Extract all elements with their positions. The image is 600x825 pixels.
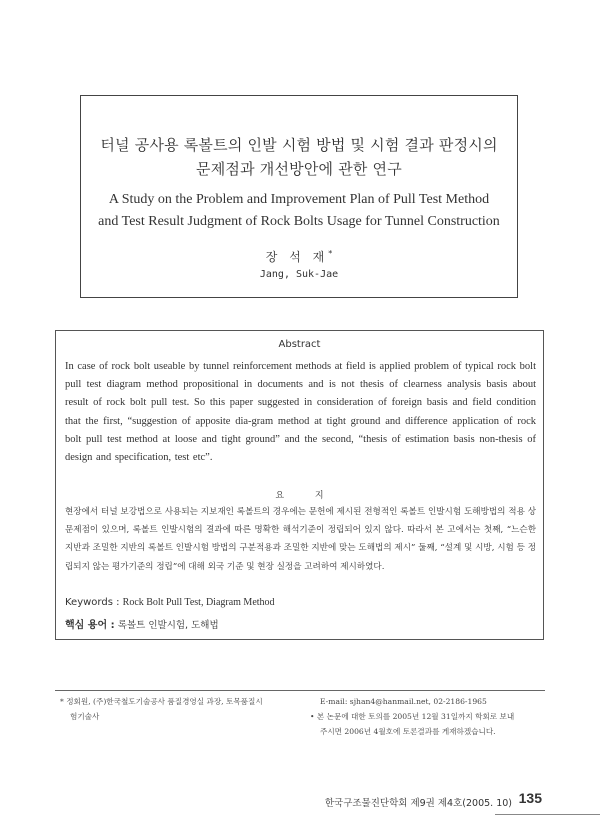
- author-korean-name: 장 석 재: [265, 250, 329, 264]
- author-korean: [81, 248, 517, 265]
- keywords-korean: [65, 616, 536, 631]
- yoji-text: 현장에서 터널 보강법으로 사용되는 지보재인 록볼트의 경우에는 문헌에 제시된 전형적인 록볼트 인발시험 도해방법의 적용 상 문제점이 있으며, 록볼트 인발시험의 결과에 따른 명확한 해석기준이 정립되어 있지 않다. 따라서 본 고에서는 첫째, “느슨한 지반과 조밀한 지반의 록볼트 인발시험 방법의 구분적용과 조밀한 지반에 맞는 도해법의 제시” 둘째, “설계 및 시방, 시험 등 정립되지 않는 평가기준의 정립”에 대해 외국 기준 및 현장 실정을 고려하여 제시하였다.: [65, 507, 536, 572]
- author-english: Jang, Suk-Jae: [259, 269, 339, 280]
- page-number-rule: [495, 814, 600, 815]
- keywords-english-value: Rock Bolt Pull Test, Diagram Method: [122, 597, 275, 608]
- footnote-affiliation-line2: 험기술사: [70, 712, 100, 721]
- title-korean-line2: 문제점과 개선방안에 관한 연구: [196, 160, 402, 178]
- author-footnote-marker: *: [328, 249, 333, 258]
- journal-footer: [0, 790, 600, 818]
- page-number: 135: [518, 790, 542, 806]
- title-box: [80, 95, 518, 298]
- footnote-discussion-line2: 주시면 2006년 4월호에 토론결과를 게재하겠습니다.: [320, 727, 496, 736]
- journal-info: 한국구조물진단학회 제9권 제4호(2005. 10): [324, 798, 512, 809]
- keywords-korean-label: 핵심 용어 :: [65, 620, 115, 631]
- footnote-email: E-mail: sjhan4@hanmail.net, 02-2186-1965: [320, 697, 487, 706]
- title-english-line1: A Study on the Problem and Improvement Plan of Pull Test Method: [108, 192, 490, 207]
- footnote-right: [310, 694, 550, 739]
- title-korean-line1: 터널 공사용 록볼트의 인발 시험 방법 및 시험 결과 판정시의: [100, 136, 498, 154]
- abstract-box: [55, 330, 544, 640]
- footnote-rule: [55, 690, 545, 691]
- keywords-english-label: Keywords :: [65, 597, 120, 608]
- yoji-heading: 요 지: [275, 491, 338, 501]
- keywords-english: [65, 597, 536, 608]
- abstract-text: In case of rock bolt useable by tunnel reinforcement methods at field is applied problem of typical rock bolt pull test diagram method propositional in documents and is not thesis of clearness analysis basis about result of rock bolt pull test. So this paper suggested in consideration of foreign basis and field condition that the first, “suggestion of apposite dia-gram method at tight ground and difference application of rock bolt pull test method at loose and tight ground” and the second, “thesis of estimation basis non-thesis of design and specification, test etc”.: [65, 361, 536, 464]
- footnote-left: [60, 694, 300, 724]
- footnote-discussion-line1: • 본 논문에 대한 토의를 2005년 12월 31일까지 학회로 보내: [310, 712, 515, 721]
- keywords-korean-value: 록볼트 인발시험, 도해법: [117, 620, 219, 631]
- title-english-line2: and Test Result Judgment of Rock Bolts Usage for Tunnel Construction: [98, 214, 500, 229]
- abstract-heading: Abstract: [278, 339, 321, 350]
- footnote-affiliation-line1: * 정회원, (주)한국철도기술공사 품질경영실 과장, 토목품질시: [60, 697, 263, 706]
